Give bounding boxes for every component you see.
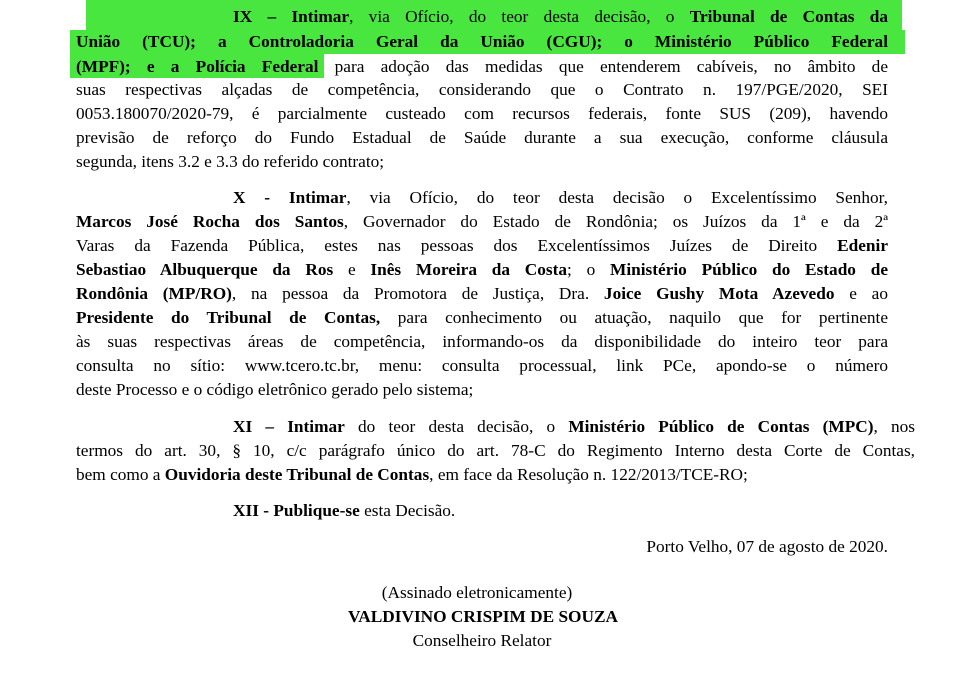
action-verb: Intimar	[291, 7, 350, 26]
paragraph-x-line-8: consulta no sítio: www.tcero.tc.br, menu: consulta processual, link PCe, apondo-se o número	[76, 356, 888, 375]
paragraph-ix-line-5: 0053.180070/2020-79, é parcialmente custeado com recursos federais, fonte SUS (209), havendo	[76, 104, 888, 123]
paragraph-xii: XII - Publique-se esta Decisão.	[233, 501, 456, 520]
paragraph-ix-line-7: segunda, itens 3.2 e 3.3 do referido contrato;	[76, 152, 385, 171]
signer-name: VALDIVINO CRISPIM DE SOUZA	[348, 607, 618, 626]
item-number-xii: XII - Publique-se	[233, 501, 360, 520]
paragraph-x-line-2: Marcos José Rocha dos Santos, Governador do Estado de Rondônia; os Juízos da 1ª e da 2ª	[76, 212, 888, 231]
item-number-xi: XI – Intimar	[233, 417, 345, 436]
place-and-date: Porto Velho, 07 de agosto de 2020.	[646, 537, 888, 556]
signer-role: Conselheiro Relator	[412, 631, 552, 650]
paragraph-ix-line-2: União (TCU); a Controladoria Geral da União (CGU); o Ministério Público Federal	[76, 32, 888, 51]
paragraph-ix-line-3: (MPF); e a Polícia Federal para adoção das medidas que entenderem cabíveis, no âmbito de	[76, 57, 888, 76]
paragraph-x-line-3: Varas da Fazenda Pública, estes nas pessoas dos Excelentíssimos Juízes de Direito Edenir	[76, 236, 888, 255]
paragraph-xi-line-3: bem como a Ouvidoria deste Tribunal de Contas, em face da Resolução n. 122/2013/TCE-RO;	[76, 465, 748, 484]
paragraph-ix-line-1: IX – Intimar, via Ofício, do teor desta decisão, o Tribunal de Contas da	[233, 7, 889, 26]
paragraph-x-line-4: Sebastiao Albuquerque da Ros e Inês Moreira da Costa; o Ministério Público do Estado de	[76, 260, 888, 279]
paragraph-x-line-9: deste Processo e o código eletrônico gerado pelo sistema;	[76, 380, 474, 399]
item-number-ix: IX	[233, 7, 253, 26]
signature-note: (Assinado eletronicamente)	[381, 583, 573, 602]
paragraph-xi-line-1: XI – Intimar do teor desta decisão, o Ministério Público de Contas (MPC), nos	[233, 417, 916, 436]
item-number-x: X - Intimar	[233, 188, 347, 207]
paragraph-x-line-5: Rondônia (MP/RO), na pessoa da Promotora de Justiça, Dra. Joice Gushy Mota Azevedo e ao	[76, 284, 888, 303]
paragraph-x-line-6: Presidente do Tribunal de Contas, para conhecimento ou atuação, naquilo que for pertinente	[76, 308, 888, 327]
paragraph-xi-line-2: termos do art. 30, § 10, c/c parágrafo único do art. 78-C do Regimento Interno desta Corte de Contas,	[76, 441, 915, 460]
paragraph-x-line-1: X - Intimar, via Ofício, do teor desta decisão o Excelentíssimo Senhor,	[233, 188, 888, 207]
paragraph-ix-line-6: previsão de reforço do Fundo Estadual de Saúde durante a sua execução, conforme cláusula	[76, 128, 888, 147]
paragraph-x-line-7: às suas respectivas áreas de competência, informando-os da disponibilidade do inteiro teor para	[76, 332, 888, 351]
paragraph-ix-line-4: suas respectivas alçadas de competência, considerando que o Contrato n. 197/PGE/2020, SEI	[76, 80, 888, 99]
